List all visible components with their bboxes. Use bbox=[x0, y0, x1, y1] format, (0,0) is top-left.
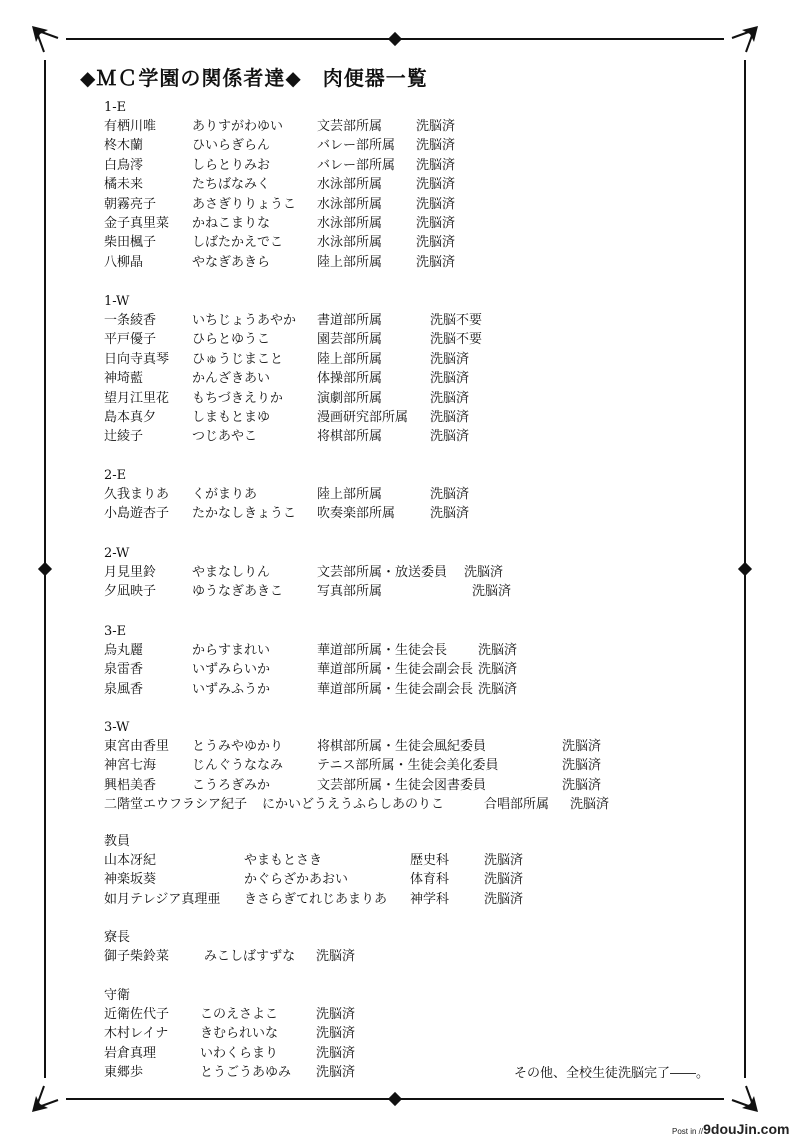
site-watermark bbox=[672, 1121, 789, 1139]
member-status: 洗脳済 bbox=[430, 390, 470, 406]
member-status: 洗脳済 bbox=[316, 1007, 356, 1022]
member-reading: たちばなみく bbox=[192, 177, 271, 193]
member-status: 洗脳済 bbox=[464, 565, 504, 580]
section-heading: 教員 bbox=[104, 834, 131, 849]
member-reading: ひらとゆうこ bbox=[192, 332, 271, 348]
member-name: 泉雷香 bbox=[104, 662, 144, 678]
watermark-brand: 9douJin.com bbox=[703, 1121, 790, 1137]
member-status: 洗脳済 bbox=[562, 777, 602, 793]
member-affiliation: 将棋部所属・生徒会風紀委員 bbox=[317, 739, 487, 754]
member-status: 洗脳済 bbox=[316, 1045, 356, 1061]
member-status: 洗脳済 bbox=[416, 119, 456, 134]
member-status: 洗脳済 bbox=[416, 196, 456, 212]
member-affiliation: 漫画研究部所属 bbox=[317, 410, 409, 425]
member-affiliation: 書道部所属 bbox=[317, 313, 383, 328]
member-status: 洗脳済 bbox=[484, 872, 524, 888]
member-name: 白鳥澪 bbox=[104, 157, 144, 173]
member-name: 神宮七海 bbox=[104, 758, 157, 774]
member-reading: みこしばすずな bbox=[204, 949, 296, 964]
member-status: 洗脳済 bbox=[430, 351, 470, 367]
member-name: 泉風香 bbox=[104, 681, 144, 697]
member-reading: もちづきえりか bbox=[192, 390, 283, 406]
member-reading: いちじょうあやか bbox=[192, 313, 297, 328]
member-name: 平戸優子 bbox=[104, 332, 157, 348]
member-status: 洗脳済 bbox=[472, 584, 512, 600]
member-name: 柊木蘭 bbox=[104, 138, 144, 154]
frame-diamond-ornament bbox=[38, 562, 52, 576]
member-reading: やまもとさき bbox=[244, 853, 323, 868]
member-reading: このえさよこ bbox=[200, 1007, 279, 1022]
member-name: 朝霧亮子 bbox=[104, 196, 157, 212]
member-affiliation: 演劇部所属 bbox=[317, 390, 383, 406]
member-affiliation: 将棋部所属 bbox=[317, 429, 383, 445]
section-heading: 寮長 bbox=[104, 930, 131, 945]
member-affiliation: 華道部所属・生徒会副会長 bbox=[317, 662, 474, 678]
member-reading: ひゅうじまこと bbox=[192, 351, 284, 367]
member-status: 洗脳済 bbox=[484, 891, 524, 907]
member-name: 近衛佐代子 bbox=[104, 1007, 170, 1022]
section-heading: 守衛 bbox=[104, 988, 131, 1003]
member-status: 洗脳済 bbox=[416, 138, 456, 154]
member-status: 洗脳済 bbox=[430, 410, 470, 425]
member-reading: かねこまりな bbox=[192, 216, 271, 231]
member-name: 烏丸麗 bbox=[104, 643, 144, 658]
member-reading: たかなしきょうこ bbox=[192, 506, 297, 522]
member-status: 洗脳済 bbox=[430, 487, 470, 502]
member-reading: こうろぎみか bbox=[192, 777, 271, 793]
member-affiliation: バレー部所属 bbox=[317, 157, 396, 173]
member-name: 神埼藍 bbox=[104, 371, 144, 387]
frame-diamond-ornament bbox=[388, 1092, 402, 1106]
member-name: 久我まりあ bbox=[104, 487, 170, 502]
member-status: 洗脳済 bbox=[416, 216, 456, 231]
section-heading: 3-W bbox=[104, 720, 130, 735]
member-reading: しらとりみお bbox=[192, 157, 271, 173]
member-name: 八柳晶 bbox=[104, 254, 144, 270]
member-name: 金子真里菜 bbox=[104, 216, 170, 231]
member-status: 洗脳済 bbox=[478, 681, 518, 697]
member-reading: とうみやゆかり bbox=[192, 739, 284, 754]
member-affiliation: 水泳部所属 bbox=[317, 235, 383, 251]
member-reading: ありすがわゆい bbox=[192, 119, 284, 134]
member-reading: つじあやこ bbox=[192, 429, 258, 445]
member-status: 洗脳済 bbox=[316, 949, 356, 964]
member-name: 興梠美香 bbox=[104, 777, 157, 793]
member-status: 洗脳済 bbox=[416, 235, 456, 251]
member-status: 洗脳済 bbox=[562, 758, 602, 774]
member-name: 橘未来 bbox=[104, 177, 144, 193]
section-heading: 2-W bbox=[104, 546, 130, 561]
footer-note: その他、全校生徒洗脳完了――。 bbox=[514, 1066, 710, 1081]
member-affiliation: 華道部所属・生徒会副会長 bbox=[317, 681, 474, 697]
member-reading: きむられいな bbox=[200, 1026, 279, 1042]
member-status: 洗脳済 bbox=[484, 853, 524, 868]
member-affiliation: 陸上部所属 bbox=[317, 254, 383, 270]
member-status: 洗脳済 bbox=[316, 1026, 356, 1042]
section-heading: 3-E bbox=[104, 624, 127, 639]
member-name: 一条綾香 bbox=[104, 313, 157, 328]
member-affiliation: 文芸部所属・生徒会図書委員 bbox=[317, 777, 487, 793]
member-affiliation: 華道部所属・生徒会長 bbox=[317, 643, 448, 658]
frame-corner-ornament bbox=[30, 1084, 60, 1114]
member-status: 洗脳済 bbox=[416, 254, 456, 270]
member-name: 望月江里花 bbox=[104, 390, 170, 406]
member-status: 洗脳済 bbox=[430, 429, 470, 445]
member-affiliation: 水泳部所属 bbox=[317, 216, 383, 231]
member-reading: やなぎあきら bbox=[192, 254, 271, 270]
member-affiliation: 体育科 bbox=[410, 872, 450, 888]
member-name: 神楽坂葵 bbox=[104, 872, 157, 888]
member-status: 洗脳済 bbox=[478, 662, 518, 678]
member-reading: あさぎりりょうこ bbox=[192, 196, 297, 212]
member-affiliation: 歴史科 bbox=[410, 853, 450, 868]
section-heading: 1-E bbox=[104, 100, 127, 115]
member-reading: ゆうなぎあきこ bbox=[192, 584, 284, 600]
page-title: ◆ＭＣ学園の関係者達◆ 肉便器一覧 bbox=[80, 66, 428, 90]
member-status: 洗脳済 bbox=[316, 1065, 356, 1081]
member-affiliation: 園芸部所属 bbox=[317, 332, 383, 348]
section-heading: 1-W bbox=[104, 294, 130, 309]
member-status: 洗脳済 bbox=[570, 797, 610, 813]
member-reading: くがまりあ bbox=[192, 487, 258, 502]
member-affiliation: 陸上部所属 bbox=[317, 487, 383, 502]
member-name: 小島遊杏子 bbox=[104, 506, 170, 522]
member-reading: からすまれい bbox=[192, 643, 271, 658]
watermark-prefix: Post in // bbox=[672, 1127, 704, 1136]
member-name: 二階堂エウフラシア紀子 bbox=[104, 797, 248, 813]
member-name: 有栖川唯 bbox=[104, 119, 157, 134]
member-affiliation: 吹奏楽部所属 bbox=[317, 506, 396, 522]
member-name: 木村レイナ bbox=[104, 1026, 169, 1042]
member-name: 東宮由香里 bbox=[104, 739, 170, 754]
member-reading: しまもとまゆ bbox=[192, 410, 271, 425]
member-name: 御子柴鈴菜 bbox=[104, 949, 170, 964]
frame-corner-ornament bbox=[30, 24, 60, 54]
member-name: 島本真夕 bbox=[104, 410, 157, 425]
frame-diamond-ornament bbox=[738, 562, 752, 576]
member-reading: いずみらいか bbox=[192, 662, 271, 678]
member-affiliation: 文芸部所属 bbox=[317, 119, 383, 134]
member-status: 洗脳不要 bbox=[430, 332, 483, 348]
member-affiliation: 合唱部所属 bbox=[484, 797, 550, 813]
member-reading: きさらぎてれじあまりあ bbox=[244, 891, 388, 907]
member-status: 洗脳不要 bbox=[430, 313, 483, 328]
member-name: 辻綾子 bbox=[104, 429, 144, 445]
member-name: 東郷歩 bbox=[104, 1065, 144, 1081]
member-reading: いわくらまり bbox=[200, 1045, 279, 1061]
member-reading: にかいどうえうふらしあのりこ bbox=[262, 797, 445, 813]
member-affiliation: 神学科 bbox=[410, 891, 450, 907]
member-reading: いずみふうか bbox=[192, 681, 271, 697]
member-affiliation: 陸上部所属 bbox=[317, 351, 383, 367]
member-status: 洗脳済 bbox=[562, 739, 602, 754]
member-status: 洗脳済 bbox=[416, 177, 456, 193]
member-reading: かぐらざかあおい bbox=[244, 872, 349, 888]
member-affiliation: 水泳部所属 bbox=[317, 196, 383, 212]
member-affiliation: バレー部所属 bbox=[317, 138, 396, 154]
member-reading: とうごうあゆみ bbox=[200, 1065, 292, 1081]
member-status: 洗脳済 bbox=[416, 157, 456, 173]
frame-diamond-ornament bbox=[388, 32, 402, 46]
member-reading: かんざきあい bbox=[192, 371, 271, 387]
frame-corner-ornament bbox=[730, 1084, 760, 1114]
member-name: 日向寺真琴 bbox=[104, 351, 170, 367]
member-name: 柴田楓子 bbox=[104, 235, 157, 251]
member-affiliation: 体操部所属 bbox=[317, 371, 383, 387]
member-affiliation: 文芸部所属・放送委員 bbox=[317, 565, 448, 580]
member-reading: やまなしりん bbox=[192, 565, 271, 580]
member-affiliation: 写真部所属 bbox=[317, 584, 383, 600]
member-name: 夕凪映子 bbox=[104, 584, 157, 600]
member-reading: しばたかえでこ bbox=[192, 235, 284, 251]
member-name: 岩倉真理 bbox=[104, 1045, 157, 1061]
member-status: 洗脳済 bbox=[430, 371, 470, 387]
frame-corner-ornament bbox=[730, 24, 760, 54]
member-affiliation: 水泳部所属 bbox=[317, 177, 383, 193]
member-affiliation: テニス部所属・生徒会美化委員 bbox=[317, 758, 499, 774]
section-heading: 2-E bbox=[104, 468, 127, 483]
member-reading: ひいらぎらん bbox=[192, 138, 271, 154]
member-status: 洗脳済 bbox=[478, 643, 518, 658]
member-name: 山本冴紀 bbox=[104, 853, 157, 868]
member-name: 月見里鈴 bbox=[104, 565, 157, 580]
member-status: 洗脳済 bbox=[430, 506, 470, 522]
member-name: 如月テレジア真理亜 bbox=[104, 891, 221, 907]
member-reading: じんぐうななみ bbox=[192, 758, 284, 774]
